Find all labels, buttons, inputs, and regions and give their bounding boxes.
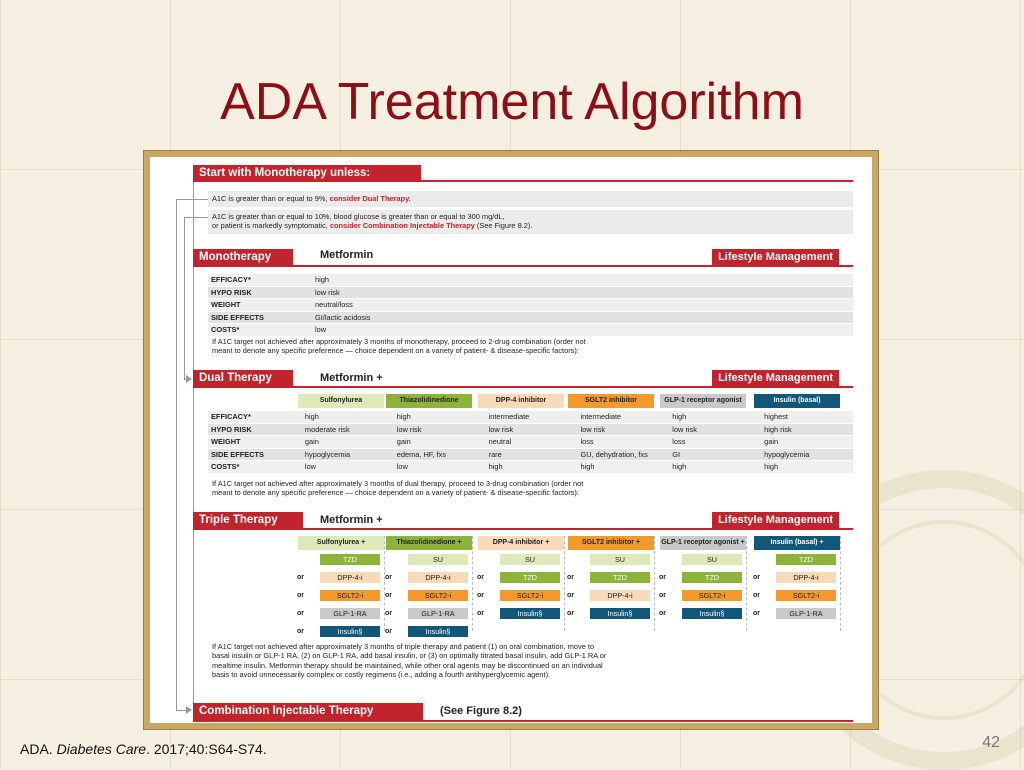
start-line2d: (See Figure 8.2).	[474, 221, 533, 231]
or-label: or	[297, 592, 304, 599]
triple-drug-option: DPP-4-i	[590, 590, 650, 601]
or-label: or	[753, 592, 760, 599]
algorithm-figure	[150, 157, 872, 723]
dual-therapy-header: Dual Therapy	[193, 370, 293, 387]
dual-note	[212, 479, 583, 498]
dual-column-header: Sulfonylurea	[298, 394, 384, 408]
dual-cell: gain	[761, 436, 853, 449]
triple-column-header: GLP-1 receptor agonist +	[660, 536, 746, 550]
or-label: or	[477, 592, 484, 599]
triple-drug-option: SU	[500, 554, 560, 565]
dual-row	[208, 461, 853, 474]
triple-note-line2: basal insulin or GLP-1 RA, (2) on GLP-1 RA, add basal insulin, or (3) on optimally titrated basal insulin, add GLP-1 RA or	[212, 651, 607, 661]
or-label: or	[385, 628, 392, 635]
triple-drug-option: SU	[590, 554, 650, 565]
page-number: 42	[982, 734, 1000, 751]
start-header-rule	[193, 180, 853, 182]
mono-row-value: neutral/loss	[312, 299, 853, 312]
mono-row	[208, 324, 853, 337]
triple-note-line4: basis to avoid unnecessarily complex or costly regimens (i.e., adding a fourth antihyperglycemic agent).	[212, 670, 551, 680]
citation-prefix: ADA.	[20, 741, 57, 757]
triple-drug-option: SGLT2-i	[776, 590, 836, 601]
citation-reference: . 2017;40:S64-S74.	[146, 741, 267, 757]
dual-column-header: Thiazolidinedione	[386, 394, 472, 408]
dual-cell: intermediate	[577, 411, 669, 423]
mono-rule	[193, 265, 853, 267]
dual-cell: GI	[669, 448, 761, 461]
or-label: or	[753, 610, 760, 617]
triple-drug-option: GLP-1-RA	[320, 608, 380, 619]
mono-row-label: SIDE EFFECTS	[208, 311, 312, 324]
dual-cell: highest	[761, 411, 853, 423]
or-label: or	[567, 610, 574, 617]
dual-row	[208, 436, 853, 449]
triple-column-divider	[746, 536, 748, 631]
triple-drug-option: SU	[682, 554, 742, 565]
or-label: or	[659, 610, 666, 617]
triple-therapy-header: Triple Therapy	[193, 512, 303, 529]
triple-drug-option: TZD	[776, 554, 836, 565]
triple-column-header: SGLT2 inhibitor +	[568, 536, 654, 550]
monotherapy-drug: Metformin	[320, 249, 374, 261]
triple-note-line1: If A1C target not achieved after approximately 3 months of triple therapy and patient (1) on oral combination, move to	[212, 642, 595, 651]
dual-cell: low	[302, 461, 394, 474]
dual-cell: GU, dehydration, fxs	[577, 448, 669, 461]
dual-row	[208, 411, 853, 423]
dual-note-line2: meant to denote any specific preference — choice dependent on a variety of patient- & disease-specific factors):	[212, 488, 579, 498]
dual-cell: intermediate	[486, 411, 578, 423]
mono-row-label: HYPO RISK	[208, 286, 312, 299]
dual-lifestyle-management: Lifestyle Management	[712, 370, 839, 387]
dual-row-label: HYPO RISK	[208, 423, 302, 436]
dual-cell: gain	[302, 436, 394, 449]
or-label: or	[659, 574, 666, 581]
dual-row	[208, 448, 853, 461]
start-line2b: or patient is markedly symptomatic,	[212, 221, 330, 231]
or-label: or	[385, 592, 392, 599]
triple-drug-option: SGLT2-i	[320, 590, 380, 601]
triple-drug-option: GLP-1-RA	[408, 608, 468, 619]
start-line2a: A1C is greater than or equal to 10%, blood glucose is greater than or equal to 300 mg/dL,	[212, 212, 505, 221]
dual-cell: high	[577, 461, 669, 474]
slide-title: ADA Treatment Algorithm	[220, 73, 804, 131]
mono-row-value: GI/lactic acidosis	[312, 311, 853, 324]
dual-therapy-table	[208, 411, 853, 474]
flow-branch-4	[176, 710, 190, 711]
or-label: or	[567, 592, 574, 599]
mono-row-value: high	[312, 274, 853, 286]
triple-column-header: Insulin (basal) +	[754, 536, 840, 550]
dual-column-header: SGLT2 inhibitor	[568, 394, 654, 408]
flow-branch-1	[176, 199, 208, 200]
triple-column-divider	[654, 536, 656, 631]
or-label: or	[385, 574, 392, 581]
dual-row-label: COSTS*	[208, 461, 302, 474]
mono-row	[208, 299, 853, 312]
dual-rule	[193, 386, 853, 388]
dual-cell: high	[486, 461, 578, 474]
citation	[20, 741, 267, 757]
triple-rule	[193, 528, 853, 530]
or-label: or	[297, 610, 304, 617]
triple-column-divider	[840, 536, 842, 631]
dual-cell: rare	[486, 448, 578, 461]
start-line1-highlight: consider Dual Therapy.	[329, 194, 411, 203]
mono-row	[208, 274, 853, 286]
triple-therapy-drug: Metformin +	[320, 514, 383, 526]
dual-cell: high	[302, 411, 394, 423]
or-label: or	[297, 574, 304, 581]
dual-column-headers	[150, 394, 872, 408]
dual-cell: edema, HF, fxs	[394, 448, 486, 461]
dual-row-label: WEIGHT	[208, 436, 302, 449]
dual-cell: high	[669, 411, 761, 423]
mono-note-line2: meant to denote any specific preference — choice dependent on a variety of patient- & disease-specific factors):	[212, 346, 579, 356]
dual-column-header: Insulin (basal)	[754, 394, 840, 408]
dual-row-label: SIDE EFFECTS	[208, 448, 302, 461]
dual-column-header: DPP-4 inhibitor	[478, 394, 564, 408]
triple-drug-option: SU	[408, 554, 468, 565]
triple-drug-option: TZD	[320, 554, 380, 565]
dual-cell: low risk	[486, 423, 578, 436]
dual-cell: low risk	[577, 423, 669, 436]
dual-cell: high risk	[761, 423, 853, 436]
monotherapy-header: Monotherapy	[193, 249, 293, 266]
mono-row	[208, 286, 853, 299]
mono-lifestyle-management: Lifestyle Management	[712, 249, 839, 266]
combination-injectable-header: Combination Injectable Therapy	[193, 703, 423, 720]
dual-row-label: EFFICACY*	[208, 411, 302, 423]
or-label: or	[477, 610, 484, 617]
triple-drug-option: DPP-4-i	[408, 572, 468, 583]
dual-cell: low risk	[394, 423, 486, 436]
triple-drug-option: GLP-1-RA	[776, 608, 836, 619]
triple-column-divider	[472, 536, 474, 631]
triple-drug-option: DPP-4-i	[320, 572, 380, 583]
dual-cell: hypoglycemia	[761, 448, 853, 461]
combination-see-figure: (See Figure 8.2)	[440, 705, 522, 717]
dual-cell: high	[394, 411, 486, 423]
mono-note-line1: If A1C target not achieved after approximately 3 months of monotherapy, proceed to 2-drug combination (order not	[212, 337, 586, 346]
citation-journal: Diabetes Care	[56, 741, 147, 757]
flow-branch-3	[184, 379, 190, 380]
triple-column-header: Thiazolidinedione +	[386, 536, 472, 550]
dual-cell: loss	[669, 436, 761, 449]
dual-cell: low	[394, 461, 486, 474]
or-label: or	[753, 574, 760, 581]
flow-line-inner	[184, 217, 185, 379]
dual-cell: neutral	[486, 436, 578, 449]
triple-therapy-grid	[150, 536, 872, 636]
dual-cell: loss	[577, 436, 669, 449]
start-line1-text: A1C is greater than or equal to 9%,	[212, 194, 330, 203]
mono-note	[212, 337, 586, 356]
triple-drug-option: SGLT2-i	[500, 590, 560, 601]
mono-row-value: low risk	[312, 286, 853, 299]
triple-drug-option: Insulin§	[408, 626, 468, 637]
triple-drug-option: SGLT2-i	[682, 590, 742, 601]
or-label: or	[659, 592, 666, 599]
triple-column-divider	[564, 536, 566, 631]
triple-drug-option: TZD	[590, 572, 650, 583]
triple-note-line3: mealtime insulin. Metformin therapy should be maintained, while other oral agents may be discontinued on an individual	[212, 660, 603, 670]
dual-cell: high	[669, 461, 761, 474]
start-line2-highlight: consider Combination Injectable Therapy	[329, 221, 475, 231]
start-condition-2-text	[212, 212, 532, 231]
triple-lifestyle-management: Lifestyle Management	[712, 512, 839, 529]
triple-drug-option: Insulin§	[590, 608, 650, 619]
triple-drug-option: DPP-4-i	[776, 572, 836, 583]
dual-note-line1: If A1C target not achieved after approximately 3 months of dual therapy, proceed to 3-drug combination (order not	[212, 479, 584, 488]
algorithm-figure-frame	[143, 150, 879, 730]
triple-note	[212, 642, 606, 680]
monotherapy-table	[208, 274, 853, 337]
dual-cell: high	[761, 461, 853, 474]
triple-column-header: DPP-4 inhibitor +	[478, 536, 564, 550]
mono-row-value: low	[312, 324, 853, 337]
or-label: or	[567, 574, 574, 581]
dual-cell: gain	[394, 436, 486, 449]
triple-drug-option: SGLT2-i	[408, 590, 468, 601]
mono-row-label: EFFICACY*	[208, 274, 312, 286]
triple-drug-option: TZD	[682, 572, 742, 583]
start-header: Start with Monotherapy unless:	[193, 165, 421, 182]
triple-drug-option: Insulin§	[500, 608, 560, 619]
or-label: or	[385, 610, 392, 617]
or-label: or	[297, 628, 304, 635]
or-label: or	[477, 574, 484, 581]
dual-therapy-drug: Metformin +	[320, 372, 383, 384]
mono-row-label: COSTS*	[208, 324, 312, 337]
dual-row	[208, 423, 853, 436]
combo-rule	[193, 720, 853, 722]
dual-cell: hypoglycemia	[302, 448, 394, 461]
triple-drug-option: TZD	[500, 572, 560, 583]
flow-branch-2	[184, 217, 208, 218]
dual-cell: moderate risk	[302, 423, 394, 436]
dual-cell: low risk	[669, 423, 761, 436]
dual-column-header: GLP-1 receptor agonist	[660, 394, 746, 408]
mono-row-label: WEIGHT	[208, 299, 312, 312]
triple-column-header: Sulfonylurea +	[298, 536, 384, 550]
start-condition-1-text	[212, 194, 411, 203]
triple-drug-option: Insulin§	[682, 608, 742, 619]
triple-drug-option: Insulin§	[320, 626, 380, 637]
mono-row	[208, 311, 853, 324]
